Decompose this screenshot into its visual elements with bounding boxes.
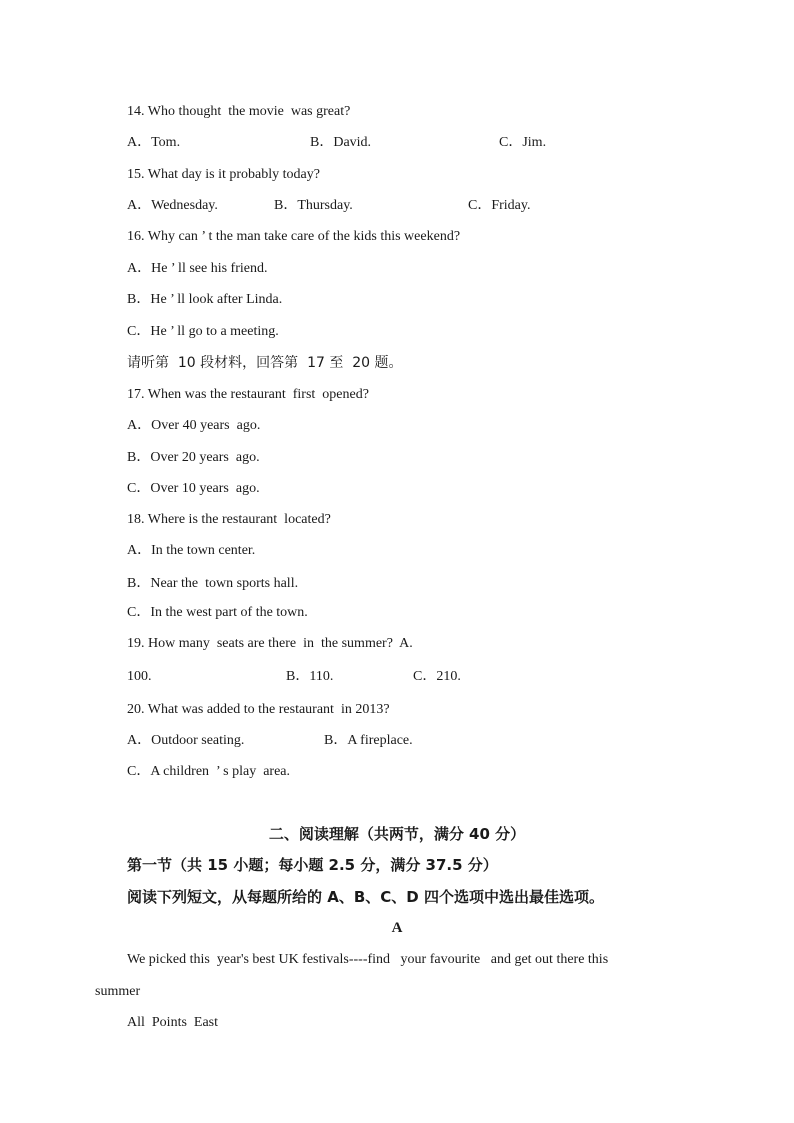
- question-18-stem: 18. Where is the restaurant located?: [127, 512, 331, 527]
- question-20-option-b: B．A fireplace.: [324, 733, 413, 748]
- question-15-option-a: A．Wednesday.: [127, 198, 218, 213]
- question-16-option-b: B．He ’ ll look after Linda.: [127, 292, 283, 307]
- question-20-option-c: C．A children ’ s play area.: [127, 764, 291, 779]
- question-19-option-c: C．210.: [413, 669, 461, 684]
- question-19-stem: 19. How many seats are there in the summer? A.: [127, 636, 413, 651]
- question-19-option-b: B．110.: [286, 669, 334, 684]
- passage-intro-line-2: summer: [95, 984, 141, 999]
- question-16-option-a: A．He ’ ll see his friend.: [127, 261, 268, 276]
- question-14-option-b: B．David.: [310, 135, 372, 150]
- passage-label: A: [391, 920, 403, 936]
- question-15-option-b: B．Thursday.: [274, 198, 353, 213]
- section-2-title: 二、阅读理解（共两节，满分 40 分）: [268, 825, 526, 843]
- question-16-option-c: C．He ’ ll go to a meeting.: [127, 324, 279, 339]
- passage-subheading: All Points East: [127, 1015, 219, 1030]
- question-18-option-b: B．Near the town sports hall.: [127, 576, 299, 591]
- question-17-option-c: C．Over 10 years ago.: [127, 481, 260, 496]
- question-17-stem: 17. When was the restaurant first opened?: [127, 387, 369, 402]
- question-17-option-a: A．Over 40 years ago.: [127, 418, 261, 433]
- passage-intro-line-1: We picked this year's best UK festivals----find your favourite and get out there this: [127, 952, 609, 967]
- question-15-stem: 15. What day is it probably today?: [127, 167, 320, 182]
- section-2-part-1-heading: 第一节（共 15 小题；每小题 2.5 分，满分 37.5 分）: [127, 856, 498, 874]
- question-20-stem: 20. What was added to the restaurant in 2013?: [127, 702, 390, 717]
- question-18-option-c: C．In the west part of the town.: [127, 605, 308, 620]
- question-20-option-a: A．Outdoor seating.: [127, 733, 245, 748]
- question-19-option-a-value: 100.: [127, 669, 152, 684]
- question-17-option-b: B．Over 20 years ago.: [127, 450, 260, 465]
- question-14-stem: 14. Who thought the movie was great?: [127, 104, 351, 119]
- section-2-instruction: 阅读下列短文，从每题所给的 A、B、C、D 四个选项中选出最佳选项。: [127, 888, 604, 906]
- question-16-stem: 16. Why can ’ t the man take care of the kids this weekend?: [127, 229, 461, 244]
- question-14-option-c: C．Jim.: [499, 135, 547, 150]
- question-15-option-c: C．Friday.: [468, 198, 531, 213]
- listening-instruction-segment-10: 请听第 10 段材料，回答第 17 至 20 题。: [127, 355, 403, 371]
- question-18-option-a: A．In the town center.: [127, 543, 256, 558]
- question-14-option-a: A．Tom.: [127, 135, 181, 150]
